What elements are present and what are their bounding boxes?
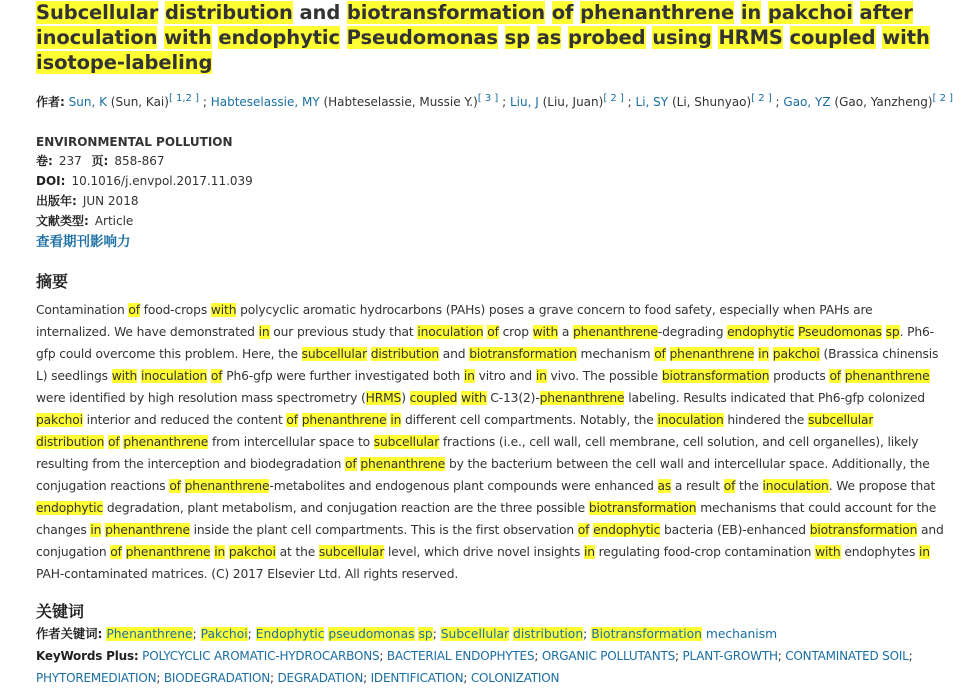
author-keyword-link[interactable]: distribution bbox=[513, 627, 584, 641]
abstract-text: vivo. The possible bbox=[546, 369, 662, 383]
title-highlighted-term: endophytic bbox=[218, 26, 340, 49]
abstract-highlighted-term: distribution bbox=[370, 347, 439, 361]
abstract-text: different cell compartments. Notably, the bbox=[401, 413, 658, 427]
abstract-text: crop bbox=[498, 325, 533, 339]
author-link[interactable]: Liu, J bbox=[509, 95, 539, 109]
pages-value: 858-867 bbox=[114, 154, 165, 168]
author-keyword-link[interactable]: Subcellular bbox=[440, 627, 510, 641]
title-highlighted-term: coupled bbox=[789, 26, 876, 49]
abstract-highlighted-term: in bbox=[535, 369, 547, 383]
title-highlighted-term: using bbox=[652, 26, 712, 49]
abstract-highlighted-term: coupled bbox=[409, 391, 458, 405]
keyword-plus-link[interactable]: PLANT-GROWTH bbox=[682, 649, 778, 663]
abstract-highlighted-term: phenanthrene bbox=[669, 347, 755, 361]
abstract-text: by the bacterium between the cell wall and intercellular space. Additionally, the conjugation reactions bbox=[36, 457, 930, 493]
abstract-text: products bbox=[769, 369, 830, 383]
title-text bbox=[158, 1, 165, 24]
abstract-highlighted-term: as bbox=[657, 479, 672, 493]
abstract-highlighted-term: of bbox=[487, 325, 499, 339]
abstract-highlighted-term: of bbox=[210, 369, 223, 383]
abstract-text: (Brassica chinensis L) seedlings bbox=[36, 347, 939, 383]
title-text bbox=[734, 1, 741, 24]
keywords-plus-row bbox=[36, 645, 936, 689]
abstract-text: the bbox=[735, 479, 763, 493]
abstract-text: hindered the bbox=[723, 413, 808, 427]
authors-line bbox=[36, 89, 954, 112]
author-link[interactable]: Habteselassie, MY bbox=[210, 95, 320, 109]
abstract-highlighted-term: phenanthrene bbox=[123, 435, 209, 449]
title-text bbox=[545, 1, 552, 24]
title-highlighted-term: pakchoi bbox=[767, 1, 853, 24]
title-text bbox=[783, 26, 790, 49]
abstract-highlighted-term: endophytic bbox=[727, 325, 795, 339]
pubyear-row bbox=[36, 191, 934, 211]
abstract-text bbox=[666, 347, 670, 361]
title-text bbox=[530, 26, 537, 49]
abstract-highlighted-term: of bbox=[577, 523, 590, 537]
abstract-highlighted-term: biotransformation bbox=[809, 523, 918, 537]
abstract-highlighted-term: of bbox=[128, 303, 140, 317]
abstract-text: mechanism bbox=[576, 347, 655, 361]
title-highlighted-term: probed bbox=[568, 26, 646, 49]
keywords-plus-list: POLYCYCLIC AROMATIC-HYDROCARBONS; BACTERIAL ENDOPHYTES; ORGANIC POLLUTANTS; PLANT-GROWTH; CONTAMINATED SOIL; PHYTOREMEDIATION; BIODEGRADATION; DEGRADATION; IDENTIFICATION; COLONIZATION bbox=[36, 649, 913, 685]
title-highlighted-term: isotope-labeling bbox=[36, 51, 213, 74]
keyword-plus-link[interactable]: IDENTIFICATION bbox=[370, 671, 464, 685]
pages-label: 页: bbox=[91, 154, 109, 168]
abstract-text: from intercellular space to bbox=[208, 435, 374, 449]
author-full-name: (Habteselassie, Mussie Y.) bbox=[319, 95, 478, 109]
keywords-plus-label: KeyWords Plus: bbox=[36, 649, 139, 663]
abstract-text: -degrading bbox=[657, 325, 728, 339]
abstract-highlighted-term: pakchoi bbox=[228, 545, 276, 559]
author-affiliation-link[interactable]: [ 1,2 ] bbox=[168, 93, 200, 104]
abstract-highlighted-term: pakchoi bbox=[772, 347, 820, 361]
title-highlighted-term: distribution bbox=[164, 1, 293, 24]
title-highlighted-term: phenanthrene bbox=[580, 1, 735, 24]
abstract-highlighted-term: endophytic bbox=[36, 501, 104, 515]
article-title bbox=[36, 0, 936, 75]
abstract-highlighted-term: phenanthrene bbox=[301, 413, 387, 427]
journal-impact-link[interactable]: 查看期刊影响力 bbox=[36, 234, 131, 250]
title-text: and bbox=[292, 1, 347, 24]
abstract-highlighted-term: inoculation bbox=[762, 479, 829, 493]
abstract-highlighted-term: biotransformation bbox=[469, 347, 577, 361]
title-highlighted-term: Subcellular bbox=[36, 1, 159, 24]
title-highlighted-term: with bbox=[882, 26, 930, 49]
abstract-text: polycyclic aromatic hydrocarbons (PAHs) poses a grave concern to food safety, especially when PAHs are internalized. We have demonstrated bbox=[36, 303, 873, 339]
keywords-heading: 关键词 bbox=[36, 602, 85, 621]
abstract-text: level, which drive novel insights bbox=[384, 545, 584, 559]
doctype-value: Article bbox=[94, 214, 134, 228]
pubyear-value: JUN 2018 bbox=[82, 194, 139, 208]
title-highlighted-term: inoculation bbox=[36, 26, 158, 49]
title-text bbox=[340, 26, 347, 49]
abstract-highlighted-term: distribution bbox=[36, 435, 105, 449]
abstract-text: regulating food-crop contamination bbox=[594, 545, 816, 559]
abstract-text: bacteria (EB)-enhanced bbox=[660, 523, 810, 537]
keyword-plus-link[interactable]: COLONIZATION bbox=[470, 671, 560, 685]
author-affiliation-link[interactable]: [ 2 ] bbox=[751, 93, 772, 104]
abstract-text: Ph6-gfp were further investigated both bbox=[222, 369, 464, 383]
abstract-text: and conjugation bbox=[36, 523, 944, 559]
author-link[interactable]: Li, SY bbox=[635, 95, 669, 109]
abstract-text: a result bbox=[671, 479, 724, 493]
title-highlighted-term: after bbox=[859, 1, 913, 24]
author-affiliation-link[interactable]: [ 2 ] bbox=[603, 93, 624, 104]
abstract-highlighted-term: with bbox=[461, 391, 487, 405]
abstract-text: degradation, plant metabolism, and conjugation reaction are the three possible bbox=[103, 501, 589, 515]
abstract-heading: 摘要 bbox=[36, 272, 69, 291]
keyword-plus-link[interactable]: PHYTOREMEDIATION bbox=[36, 671, 157, 685]
author-keywords-list: Phenanthrene; Pakchoi; Endophytic pseudomonas sp; Subcellular distribution; Biotransformation mechanism bbox=[106, 627, 778, 641]
keyword-plus-link[interactable]: CONTAMINATED SOIL bbox=[785, 649, 909, 663]
abstract-text: Contamination bbox=[36, 303, 129, 317]
abstract-text: ) bbox=[401, 391, 410, 405]
abstract-highlighted-term: in bbox=[90, 523, 102, 537]
abstract-text: C-13(2)- bbox=[486, 391, 540, 405]
abstract-highlighted-term: in bbox=[918, 545, 930, 559]
keyword-plus-link[interactable]: BIODEGRADATION bbox=[163, 671, 271, 685]
abstract-highlighted-term: of bbox=[345, 457, 357, 471]
abstract-highlighted-term: Pseudomonas bbox=[797, 325, 882, 339]
abstract-highlighted-term: inoculation bbox=[140, 369, 208, 383]
title-text bbox=[561, 26, 568, 49]
abstract-highlighted-term: of bbox=[110, 545, 122, 559]
abstract-text: were identified by high resolution mass spectrometry ( bbox=[36, 391, 366, 405]
abstract-highlighted-term: with bbox=[111, 369, 138, 383]
title-highlighted-term: biotransformation bbox=[346, 1, 546, 24]
abstract-highlighted-term: biotransformation bbox=[661, 369, 770, 383]
abstract-text: food-crops bbox=[139, 303, 211, 317]
abstract-highlighted-term: biotransformation bbox=[588, 501, 697, 515]
abstract-text: a bbox=[558, 325, 574, 339]
author-full-name: (Sun, Kai) bbox=[106, 95, 169, 109]
abstract-highlighted-term: pakchoi bbox=[36, 413, 83, 427]
author-link[interactable]: Gao, YZ bbox=[783, 95, 831, 109]
author-full-name: (Li, Shunyao) bbox=[668, 95, 752, 109]
abstract-highlighted-term: phenanthrene bbox=[844, 369, 930, 383]
title-text bbox=[853, 1, 860, 24]
abstract-highlighted-term: HRMS bbox=[365, 391, 402, 405]
author-keyword-link[interactable]: pseudomonas bbox=[328, 627, 415, 641]
abstract-text: inside the plant cell compartments. This is the first observation bbox=[189, 523, 578, 537]
title-text bbox=[498, 26, 505, 49]
abstract-highlighted-term: subcellular bbox=[373, 435, 440, 449]
author-keyword-link[interactable]: sp bbox=[418, 627, 433, 641]
abstract-highlighted-term: phenanthrene bbox=[125, 545, 211, 559]
abstract-highlighted-term: in bbox=[214, 545, 226, 559]
abstract-text: endophytes bbox=[840, 545, 919, 559]
volume-pages-row bbox=[36, 151, 934, 171]
authors-list: Sun, K (Sun, Kai)[ 1,2 ] ; Habteselassie, MY (Habteselassie, Mussie Y.)[ 3 ] ; Liu, J (Liu, Juan)[ 2 ] ; Li, SY (Li, Shunyao)[ 2 ] ; Gao, YZ (Gao, Yanzheng)[ 2 ] bbox=[68, 93, 954, 109]
abstract-highlighted-term: in bbox=[258, 325, 270, 339]
abstract-highlighted-term: with bbox=[532, 325, 559, 339]
abstract-text: interior and reduced the content bbox=[82, 413, 287, 427]
abstract-text: -metabolites and endogenous plant compounds were enhanced bbox=[269, 479, 658, 493]
keyword-plus-link[interactable]: DEGRADATION bbox=[277, 671, 364, 685]
abstract-text: labeling. Results indicated that Ph6-gfp colonized bbox=[624, 391, 925, 405]
author-full-name: (Gao, Yanzheng) bbox=[830, 95, 933, 109]
abstract-text: PAH-contaminated matrices. (C) 2017 Elsevier Ltd. All rights reserved. bbox=[36, 567, 459, 581]
authors-label: 作者: bbox=[36, 95, 65, 109]
abstract-highlighted-term: of bbox=[654, 347, 666, 361]
abstract-highlighted-term: of bbox=[286, 413, 298, 427]
author-keyword-link[interactable]: Endophytic bbox=[255, 627, 325, 641]
title-highlighted-term: of bbox=[551, 1, 574, 24]
author-affiliation-link[interactable]: [ 3 ] bbox=[477, 93, 499, 104]
abstract-text: fractions (i.e., cell wall, cell membrane, cell solution, and cell organelles), likely resulting from the interception and biodegradation bbox=[36, 435, 919, 471]
author-keywords-row bbox=[36, 623, 934, 645]
abstract-text: our previous study that bbox=[269, 325, 418, 339]
author-keyword-link[interactable]: Phenanthrene bbox=[106, 627, 193, 641]
abstract-highlighted-term: in bbox=[390, 413, 402, 427]
abstract-text: vitro and bbox=[474, 369, 536, 383]
title-highlighted-term: Pseudomonas bbox=[346, 26, 498, 49]
abstract-highlighted-term: in bbox=[583, 545, 595, 559]
doi-value: 10.1016/j.envpol.2017.11.039 bbox=[71, 174, 253, 188]
title-highlighted-term: in bbox=[740, 1, 762, 24]
author-keywords-label: 作者关键词: bbox=[36, 627, 103, 641]
title-text bbox=[761, 1, 768, 24]
abstract-highlighted-term: of bbox=[169, 479, 181, 493]
title-highlighted-term: as bbox=[536, 26, 562, 49]
abstract-highlighted-term: with bbox=[210, 303, 237, 317]
abstract-highlighted-term: phenanthrene bbox=[105, 523, 190, 537]
abstract-highlighted-term: subcellular bbox=[318, 545, 385, 559]
abstract-highlighted-term: sp bbox=[885, 325, 900, 339]
abstract-highlighted-term: endophytic bbox=[593, 523, 661, 537]
title-highlighted-term: HRMS bbox=[718, 26, 783, 49]
abstract-text: . We propose that bbox=[828, 479, 936, 493]
author-full-name: (Liu, Juan) bbox=[538, 95, 604, 109]
title-highlighted-term: sp bbox=[504, 26, 531, 49]
doi-row bbox=[36, 171, 934, 191]
keyword-plus-link[interactable]: BACTERIAL ENDOPHYTES bbox=[386, 649, 535, 663]
journal-name: ENVIRONMENTAL POLLUTION bbox=[36, 135, 233, 149]
doctype-label: 文献类型: bbox=[36, 214, 89, 228]
keyword-plus-link[interactable]: POLYCYCLIC AROMATIC-HYDROCARBONS bbox=[142, 649, 380, 663]
abstract-highlighted-term: subcellular bbox=[301, 347, 367, 361]
abstract-text: and bbox=[439, 347, 470, 361]
abstract-highlighted-term: with bbox=[815, 545, 841, 559]
author-affiliation-link[interactable]: [ 2 ] bbox=[932, 93, 954, 104]
abstract-highlighted-term: of bbox=[829, 369, 841, 383]
abstract-highlighted-term: inoculation bbox=[417, 325, 484, 339]
abstract-highlighted-term: in bbox=[758, 347, 770, 361]
author-link[interactable]: Sun, K bbox=[68, 95, 107, 109]
abstract-highlighted-term: inoculation bbox=[657, 413, 724, 427]
abstract-text: . Ph6-gfp could overcome this problem. Here, the bbox=[36, 325, 934, 361]
abstract-highlighted-term: phenanthrene bbox=[539, 391, 625, 405]
pubyear-label: 出版年: bbox=[36, 194, 77, 208]
abstract-text: at the bbox=[275, 545, 319, 559]
title-highlighted-term: with bbox=[164, 26, 212, 49]
abstract-highlighted-term: phenanthrene bbox=[573, 325, 658, 339]
abstract-highlighted-term: phenanthrene bbox=[184, 479, 270, 493]
abstract-text bbox=[36, 299, 944, 585]
doi-label: DOI: bbox=[36, 174, 66, 188]
volume-label: 卷: bbox=[36, 154, 53, 168]
abstract-text: mechanisms that could account for the changes bbox=[36, 501, 937, 537]
abstract-highlighted-term: subcellular bbox=[807, 413, 874, 427]
author-keyword-link[interactable]: Pakchoi bbox=[200, 627, 248, 641]
keyword-plus-link[interactable]: ORGANIC POLLUTANTS bbox=[541, 649, 676, 663]
abstract-highlighted-term: of bbox=[108, 435, 120, 449]
abstract-highlighted-term: in bbox=[463, 369, 475, 383]
author-keyword-link[interactable]: mechanism bbox=[705, 627, 778, 641]
doctype-row bbox=[36, 211, 934, 231]
author-keyword-link[interactable]: Biotransformation bbox=[591, 627, 702, 641]
volume-value: 237 bbox=[58, 154, 82, 168]
abstract-highlighted-term: of bbox=[723, 479, 736, 493]
abstract-highlighted-term: phenanthrene bbox=[360, 457, 446, 471]
